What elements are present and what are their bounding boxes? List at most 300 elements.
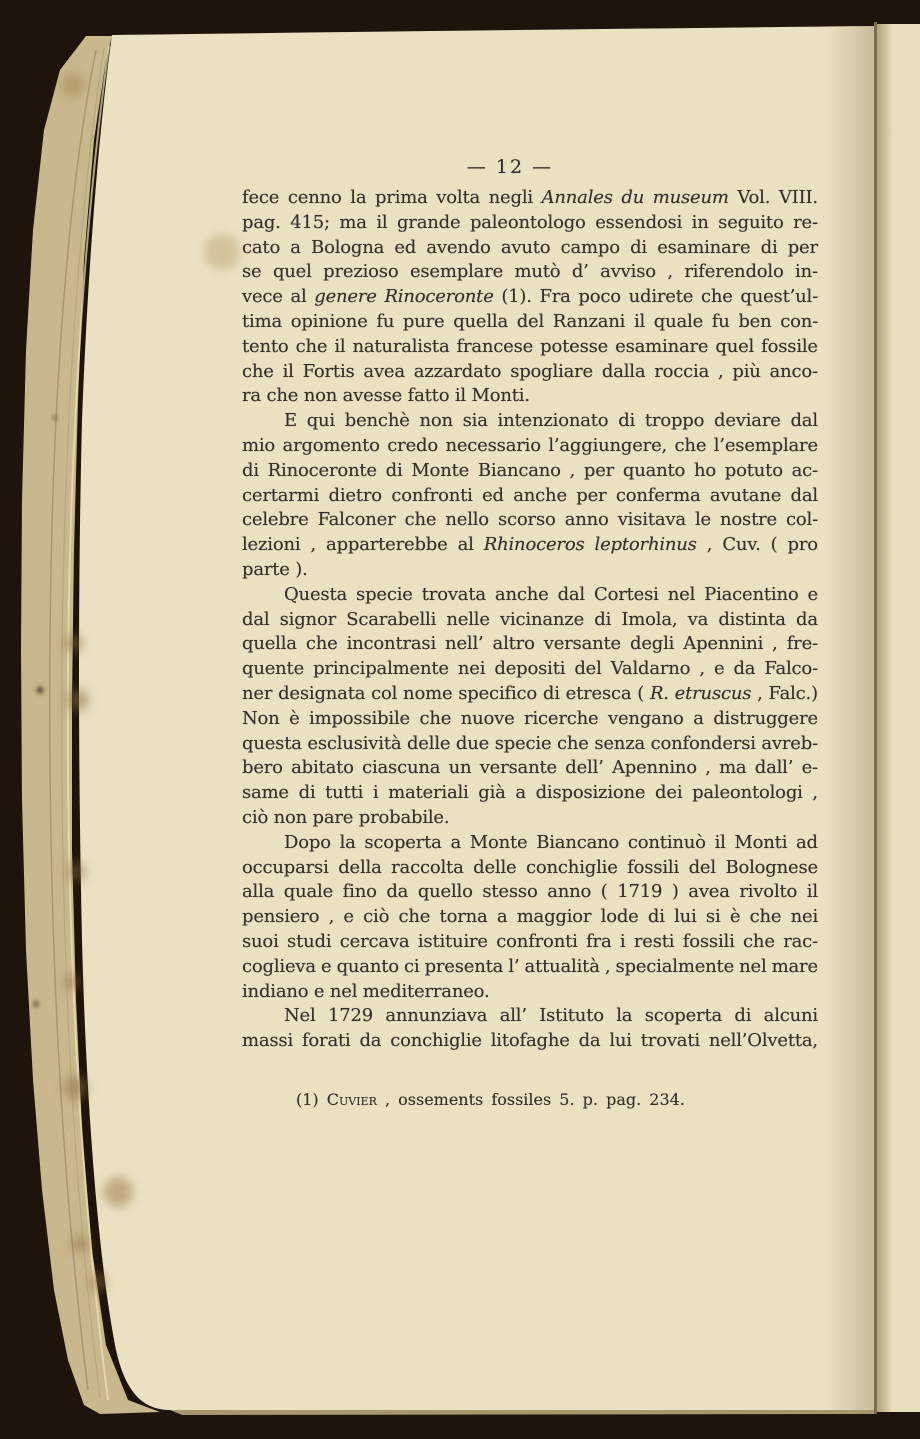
text-run: apparterebbe [326, 534, 448, 556]
text-run: il [806, 881, 818, 903]
text-run: va [687, 608, 709, 630]
text-run: dal [790, 484, 818, 506]
text-run: volta [436, 187, 481, 208]
text-run: a [290, 236, 301, 258]
text-run: , [812, 782, 818, 804]
text-run: du [621, 187, 645, 208]
text-run: visitava [617, 509, 686, 531]
text-run: , [604, 955, 611, 977]
text-run: presenta [424, 955, 504, 977]
text-run: ho [693, 459, 716, 481]
text-run: Dopo [284, 831, 331, 853]
text-run: da [796, 608, 818, 630]
text-line [242, 384, 818, 409]
text-run: dell’ [565, 757, 604, 779]
text-run: per [583, 459, 615, 481]
text-run: il [334, 335, 346, 357]
text-run: intenzionato [497, 410, 609, 432]
text-run: fra [586, 930, 612, 952]
text-run: dal [790, 410, 818, 432]
text-run: Falc.) [768, 682, 818, 704]
text-run: potuto [724, 459, 783, 481]
text-run: lui [674, 906, 697, 928]
text-run: re- [793, 211, 818, 233]
text-line [242, 930, 818, 955]
text-run: più [732, 360, 761, 382]
text-run: Imola, [621, 608, 678, 630]
text-run: , [667, 261, 673, 283]
text-run: Fra [539, 286, 571, 308]
text-run: mio [242, 434, 276, 456]
text-run: , [569, 459, 576, 481]
text-run: VIII. [778, 187, 818, 208]
text-run: etresca [565, 682, 632, 704]
text-run: Cuv. [722, 534, 761, 556]
text-run: ( [770, 534, 778, 556]
text-run: quanto [622, 459, 686, 481]
text-run: la [616, 1005, 633, 1027]
text-run: signor [279, 608, 336, 630]
text-run: e [321, 955, 332, 977]
text-line [242, 632, 818, 657]
text-run: Rinoceronte [384, 286, 494, 308]
text-run: alla [242, 881, 275, 903]
text-run: quel [715, 335, 755, 357]
text-run: Falconer [317, 509, 396, 531]
text-run: esclusività [307, 732, 402, 754]
text-run: studi [287, 930, 332, 952]
text-run: ma [719, 757, 747, 779]
text-line [242, 484, 818, 509]
text-run: esaminare [615, 335, 709, 357]
text-run: di [594, 608, 612, 630]
text-run: la [339, 831, 356, 853]
text-run: stesso [482, 881, 538, 903]
text-run: riferendolo [684, 261, 784, 283]
text-line [242, 360, 818, 385]
text-run: ricerche [524, 707, 599, 729]
text-run: ciascuna [362, 757, 441, 779]
text-run: un [448, 757, 472, 779]
text-run: Rhinoceros [483, 534, 585, 556]
text-run: ben [738, 310, 772, 332]
text-run: cercava [339, 930, 410, 952]
text-run: quello [417, 881, 473, 903]
text-run: che [404, 509, 437, 531]
text-run: 1729 [327, 1005, 373, 1027]
gutter-crease [874, 22, 877, 1414]
text-run: distruggere [713, 707, 818, 729]
text-run: anco- [769, 360, 818, 382]
text-run: indiano e nel mediterraneo. [242, 980, 490, 1002]
text-run: che [674, 434, 707, 456]
text-run: di [298, 782, 316, 804]
text-run: ciò [363, 906, 390, 928]
text-run: di [618, 410, 636, 432]
text-run: , [772, 633, 778, 655]
text-run: Biancano [477, 459, 561, 481]
text-run: a [450, 831, 461, 853]
text-run: quel [272, 261, 312, 283]
text-run: di [630, 236, 647, 258]
text-run: Scarabelli [346, 608, 437, 630]
text-run: anche [494, 583, 549, 605]
text-run: resti [633, 930, 675, 952]
text-run: forati [301, 1030, 351, 1052]
text-run: disposizione [535, 782, 646, 804]
text-run: all’ [499, 1005, 527, 1027]
text-run: di [760, 236, 778, 258]
text-line [242, 285, 818, 310]
text-run: quest’ul- [740, 286, 818, 308]
text-run: Bolognese [725, 856, 818, 878]
text-run: grande [396, 211, 461, 233]
text-run: Piacentino [704, 583, 799, 605]
text-run: conferma [615, 484, 701, 506]
text-run: Valdarno [610, 658, 691, 680]
text-run: è [729, 906, 741, 928]
text-run: potesse [540, 335, 609, 357]
text-run: anno [564, 509, 609, 531]
text-run: che [242, 360, 274, 382]
text-run: che [398, 906, 431, 928]
text-run: anche [513, 484, 567, 506]
text-line [242, 657, 818, 682]
text-run: materiali [388, 782, 469, 804]
text-run: versante [479, 757, 557, 779]
text-run: da [578, 1030, 601, 1052]
text-run: di [542, 682, 560, 704]
text-run: Questa [284, 583, 348, 605]
text-line [242, 1004, 818, 1029]
text-run: etruscus [674, 682, 752, 704]
text-run: dalla [601, 360, 646, 382]
text-run: fece [242, 187, 280, 208]
text-run: pag. [242, 211, 281, 233]
text-run: nome [403, 682, 453, 704]
text-run: col [371, 682, 398, 704]
text-run: tento [242, 335, 289, 357]
text-run: Istituto [539, 1005, 604, 1027]
text-run: a [515, 782, 526, 804]
text-run: che [556, 732, 589, 754]
text-run: cenno [287, 187, 342, 208]
text-run: lode [600, 906, 639, 928]
text-run: di [734, 1005, 752, 1027]
text-line [242, 707, 818, 732]
text-run: quale [653, 310, 704, 332]
text-run: in [691, 211, 709, 233]
gutter-top-dark [874, 0, 920, 24]
text-run: del [688, 856, 716, 878]
text-run: che [419, 707, 452, 729]
text-run: attualità [524, 955, 600, 977]
text-run: incontrasi [346, 633, 437, 655]
text-run: altro [492, 633, 535, 655]
text-run: degli [630, 633, 675, 655]
text-line [242, 732, 818, 757]
text-run: ciò non pare probabile. [242, 806, 450, 828]
text-line [242, 1029, 818, 1054]
text-run: ad [796, 831, 818, 853]
text-run: avendo [426, 236, 491, 258]
text-run: deviare [714, 410, 781, 432]
text-run: ci [404, 955, 420, 977]
text-run: (1) [296, 1090, 327, 1109]
page-number: — 12 — [466, 156, 554, 178]
adjacent-page-shade [877, 24, 893, 1412]
text-line [242, 335, 818, 360]
text-run: genere [314, 286, 377, 308]
text-run: è [289, 707, 300, 729]
text-run: ) [671, 881, 679, 903]
text-run: a [693, 707, 704, 729]
text-run: Annales [541, 187, 613, 208]
text-run: con- [780, 310, 818, 332]
text-run: coglieva [242, 955, 316, 977]
text-run: rivolto [739, 881, 798, 903]
text-run: ner [242, 682, 273, 704]
body-text [242, 186, 818, 1054]
text-run: nell’Olvetta, [708, 1030, 818, 1052]
text-run: avutane [709, 484, 782, 506]
text-run: scoperta [364, 831, 442, 853]
text-run: same [242, 782, 289, 804]
text-run: dei [655, 782, 683, 804]
text-run: avuto [500, 236, 551, 258]
text-run: anno [547, 881, 592, 903]
text-run: specifico [458, 682, 538, 704]
text-run: avea [363, 360, 405, 382]
text-run: prima [374, 187, 428, 208]
text-run: nostre [720, 509, 777, 531]
text-line [242, 186, 818, 211]
text-run: dall’ [754, 757, 794, 779]
text-run: vicinanze [500, 608, 585, 630]
text-run: avviso [600, 261, 656, 283]
text-run: questa [242, 732, 302, 754]
text-run: certarmi [242, 484, 320, 506]
text-run: dal [557, 583, 585, 605]
text-run: quella [453, 310, 509, 332]
text-run: esaminare [657, 236, 751, 258]
text-run: ed [394, 236, 417, 258]
text-run: a [496, 906, 508, 928]
text-line [242, 211, 818, 236]
text-run: al [457, 534, 474, 556]
text-run: senza [594, 732, 646, 754]
text-run: nei [790, 906, 818, 928]
text-run: spogliare [510, 360, 594, 382]
text-run: specialmente [615, 955, 735, 977]
text-run: Nel [284, 1005, 316, 1027]
text-run: credo [387, 434, 438, 456]
text-run: confronti [496, 930, 578, 952]
text-run: principalmente [313, 658, 449, 680]
text-run: da [386, 881, 409, 903]
text-run: depositi [494, 658, 566, 680]
text-run: e [807, 583, 818, 605]
text-line [242, 955, 818, 980]
text-run: e- [801, 757, 818, 779]
text-run: Apennini [683, 633, 764, 655]
text-run: Cuvier [326, 1090, 377, 1109]
text-run: l’ [508, 955, 520, 977]
text-line [242, 682, 818, 707]
text-run: il [376, 211, 388, 233]
text-run: pure [402, 310, 445, 332]
text-line [242, 310, 818, 335]
text-run: azzardato [413, 360, 502, 382]
text-run: del [516, 310, 545, 332]
text-run: fre- [786, 633, 818, 655]
text-run: E [284, 410, 297, 432]
text-run: ac- [791, 459, 818, 481]
text-run: nel [667, 583, 696, 605]
text-line [242, 856, 818, 881]
text-run: Monte [469, 831, 528, 853]
text-run: scorso [498, 509, 556, 531]
text-run: campo [560, 236, 620, 258]
text-run: trovati [640, 1030, 700, 1052]
text-run: quale [283, 881, 334, 903]
text-run: francese [456, 335, 534, 357]
text-run: già [478, 782, 506, 804]
text-run: torna [439, 906, 488, 928]
text-run: i [619, 930, 626, 952]
text-run: di [647, 906, 665, 928]
text-run: ra che non avesse fatto il Monti. [242, 385, 530, 407]
text-line [242, 260, 818, 285]
text-run: specie [356, 583, 413, 605]
text-run: 1719 [617, 881, 663, 903]
text-run: cato [242, 236, 281, 258]
text-run: d’ [571, 261, 589, 283]
text-run: occuparsi [242, 856, 329, 878]
text-run: trovata [421, 583, 486, 605]
text-run: fino [342, 881, 377, 903]
text-run: non [419, 410, 453, 432]
text-run: 415; [290, 211, 330, 233]
text-line [242, 608, 818, 633]
text-run: Vol. [737, 187, 771, 208]
text-run: alcuni [763, 1005, 818, 1027]
text-run: Bologna [311, 236, 385, 258]
text-run: ( [600, 881, 608, 903]
text-run: di [385, 459, 403, 481]
text-run: bero [242, 757, 283, 779]
text-run: vengano [607, 707, 684, 729]
text-run: vece [242, 286, 283, 308]
text-run: celebre [242, 509, 309, 531]
text-run: ed [482, 484, 504, 506]
text-line [242, 583, 818, 608]
text-run: qui [306, 410, 335, 432]
text-run: Ranzani [552, 310, 626, 332]
text-run: quanto [336, 955, 399, 977]
text-run: designata [278, 682, 366, 704]
text-run: fossile [761, 335, 818, 357]
text-run: avea [688, 881, 730, 903]
text-run: , [706, 534, 713, 556]
text-line [242, 781, 818, 806]
text-run: tima [242, 310, 282, 332]
text-line [242, 905, 818, 930]
text-run: benchè [344, 410, 410, 432]
text-run: mutò [514, 261, 561, 283]
text-line [242, 508, 818, 533]
text-line [242, 880, 818, 905]
text-run: di [242, 459, 259, 481]
text-run: scoperta [644, 1005, 723, 1027]
text-run: Monti [734, 831, 788, 853]
text-run: udirete [628, 286, 694, 308]
text-run: quella [242, 633, 297, 655]
text-run: e [713, 658, 725, 680]
text-run: l’aggiungere, [548, 434, 668, 456]
text-line [242, 558, 818, 583]
text-run: troppo [644, 410, 705, 432]
text-run: Rinoceronte [267, 459, 377, 481]
text-line [242, 831, 818, 856]
text-run: si [705, 906, 721, 928]
text-run: poco [578, 286, 621, 308]
text-run: l’esemplare [713, 434, 818, 456]
text-run: ma [339, 211, 367, 233]
text-run: delle [473, 856, 517, 878]
text-run: leptorhinus [594, 534, 697, 556]
text-run: dal [242, 608, 270, 630]
text-run: distinta [718, 608, 786, 630]
text-run: essendosi [595, 211, 683, 233]
text-run: confronti [391, 484, 473, 506]
text-run: Non [242, 707, 280, 729]
text-run: maggior [516, 906, 592, 928]
text-run: delle [406, 732, 451, 754]
text-run: , [705, 757, 711, 779]
text-line [242, 409, 818, 434]
text-run: nell’ [445, 633, 484, 655]
text-run: , [328, 906, 335, 928]
text-line [242, 533, 818, 558]
text-run: , [310, 534, 316, 556]
text-run: in- [795, 261, 818, 283]
text-run: R. [649, 682, 669, 704]
text-run: Biancano [536, 831, 620, 853]
text-run: da [359, 1030, 382, 1052]
text-run: Falco- [764, 658, 818, 680]
text-run: Cortesi [594, 583, 659, 605]
text-run: Fortis [302, 360, 355, 382]
text-run: il [633, 310, 646, 332]
text-run: fu [711, 310, 730, 332]
text-run: parte ). [242, 558, 308, 580]
text-run: da [733, 658, 756, 680]
text-run: sia [462, 410, 488, 432]
text-line [242, 434, 818, 459]
text-line [242, 756, 818, 781]
text-line [242, 236, 818, 261]
text-run: nel [739, 955, 767, 977]
text-run: annunziava [385, 1005, 488, 1027]
text-run: nuove [460, 707, 515, 729]
text-run: i [372, 782, 379, 804]
text-run: quente [242, 658, 305, 680]
text-run: per [576, 484, 607, 506]
text-run: prezioso [323, 261, 399, 283]
text-run: fossili [627, 856, 680, 878]
text-run: conchiglie [390, 1030, 482, 1052]
